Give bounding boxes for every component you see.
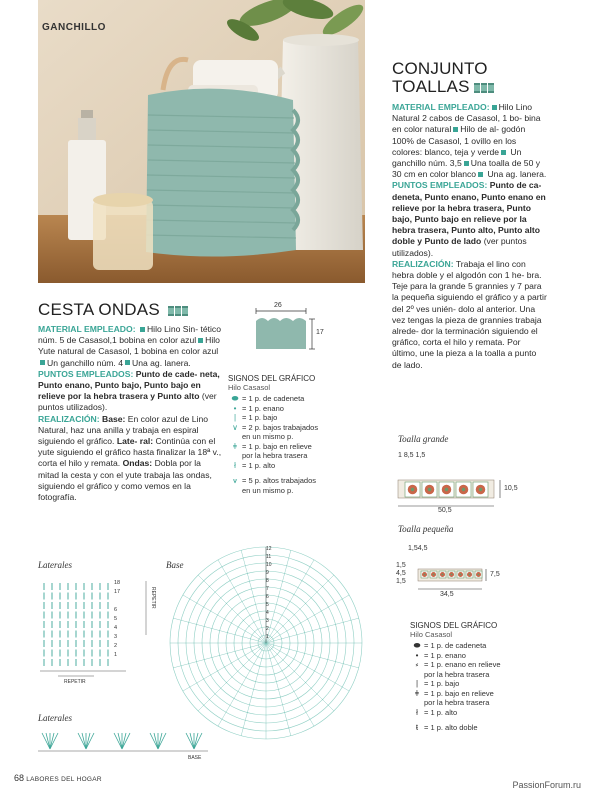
fan-stitch <box>50 733 54 749</box>
signos-cesta <box>228 374 363 495</box>
legend-row: ǂ = 1 p. bajo en relieve por la hebra trasera <box>410 689 550 708</box>
slip-back-loop-icon: ⸗ <box>415 660 419 669</box>
legend-row: • = 1 p. enano <box>228 404 363 414</box>
fan-stitch <box>122 733 126 749</box>
base-spoke <box>183 595 266 643</box>
legend-row: ⩛ = 5 p. altos trabajados en un mismo p. <box>228 476 363 495</box>
laterales2-label: Laterales <box>38 713 73 723</box>
legend-row: • = 1 p. enano <box>410 651 550 661</box>
cesta-title-block <box>38 301 218 320</box>
fan-stitch <box>122 733 130 749</box>
base-spoke <box>183 643 266 691</box>
fan-stitch <box>190 733 194 749</box>
puntos-label: PUNTOS EMPLEADOS: <box>38 368 134 379</box>
toalla-pequena-dims-top: 1,54,5 <box>408 545 428 552</box>
fan-stitch <box>86 733 90 749</box>
legend-row: ł = 1 p. alto <box>228 461 363 471</box>
treble-crochet-icon: ŧ <box>415 723 419 732</box>
basket-dimensions <box>250 302 330 357</box>
increase-icon: ∨ <box>232 422 238 432</box>
granny-center <box>445 488 448 491</box>
ondas-chart <box>38 727 218 765</box>
slip-stitch-icon: • <box>415 650 419 660</box>
yarn-icon <box>168 306 188 316</box>
slip-stitch-icon: • <box>233 403 237 413</box>
laterales-label: Laterales <box>38 560 73 570</box>
shell-icon: ⩛ <box>232 476 238 485</box>
toalla-grande-dim-side: 10,5 <box>504 485 518 492</box>
conjunto-title-1: CONJUNTO <box>392 59 488 78</box>
legend-row: | = 1 p. bajo <box>228 413 363 423</box>
laterales-chart <box>38 575 160 693</box>
chain-icon: ⬬ <box>231 394 239 403</box>
granny-center <box>462 488 465 491</box>
toalla-pequena-label: Toalla pequeña <box>398 524 454 534</box>
signos-cesta-subtitle: Hilo Casasol <box>228 383 271 392</box>
fan-stitch <box>50 733 58 749</box>
legend-row: ŧ = 1 p. alto doble <box>410 723 550 733</box>
row-numbers: 18 17 6 5 4 3 2 1 <box>114 580 121 658</box>
cesta-title: CESTA ONDAS <box>38 300 160 319</box>
granny-center <box>411 488 414 491</box>
fan-stitch <box>150 733 158 749</box>
granny-center <box>479 488 482 491</box>
legend-row: ⸗ = 1 p. enano en relieve por la hebra trasera <box>410 660 550 679</box>
signos-toallas <box>410 621 550 733</box>
double-crochet-icon: ł <box>416 707 418 717</box>
legend-row: | = 1 p. bajo <box>410 679 550 689</box>
fan-stitch <box>186 733 194 749</box>
toalla-pequena-dim-side: 7,5 <box>490 571 500 578</box>
fan-stitch <box>158 733 166 749</box>
toalla-grande-diagram <box>396 452 526 514</box>
fan-stitch <box>194 733 202 749</box>
granny-center <box>451 574 453 576</box>
granny-center <box>460 574 462 576</box>
fan-stitch <box>46 733 50 749</box>
toalla-pequena-dim-bottom: 34,5 <box>440 591 454 598</box>
fan-stitch <box>42 733 50 749</box>
base-spoke <box>266 643 334 711</box>
realizacion-label: REALIZACIÓN: <box>38 413 100 424</box>
basket-photo <box>38 0 365 283</box>
base-spoke <box>218 643 266 726</box>
granny-center <box>478 574 480 576</box>
basket-height: 17 <box>316 329 324 336</box>
fan-stitch <box>194 733 198 749</box>
conjunto-title-block <box>392 60 562 97</box>
cesta-text: MATERIAL EMPLEADO: Hilo Lino Sin- tético núm. 5 de Casasol,1 bobina en color azul Hilo Yute natural de Casasol, 1 bobina en color azulUn ganchillo núm. 4 Una ag. lanera. PUNTOS EMPLEADOS: Punto de cade- neta, Punto enano, Punto bajo, Punto bajo en relieve por la hebra trasera y Punto alto (ver puntos utilizados). REALIZACIÓN: Base: En color azul de Lino Natural, haz una anilla y trabaja en espiral siguiendo el gráfico. Late- ral: Continúa con el yute siguiendo el gráfico hasta finalizar la 18ª v., corta el hilo y remata. Ondas: Dobla por la mitad la cesta y con el yute trabaja las ondas, siguiendo el gráfico y como vemos en la fotografía. <box>38 324 222 503</box>
signos-cesta-title: SIGNOS DEL GRÁFICO <box>228 374 316 383</box>
repetir-side-label: REPETIR <box>150 587 156 609</box>
toalla-grande-dim-bottom: 50,5 <box>438 507 452 514</box>
granny-center <box>442 574 444 576</box>
granny-center <box>433 574 435 576</box>
back-loop-icon: ǂ <box>232 441 238 451</box>
single-crochet-icon: | <box>233 413 237 422</box>
magazine-name: LABORES DEL HOGAR <box>26 776 102 783</box>
page-footer <box>14 773 102 783</box>
page-number: 68 <box>14 773 25 783</box>
fan-stitch <box>154 733 158 749</box>
base-spoke <box>198 575 266 643</box>
conjunto-title-2: TOALLAS <box>392 77 470 96</box>
conjunto-text: MATERIAL EMPLEADO: Hilo Lino Natural 2 cabos de Casasol, 1 bo- bina en color natural Hilo de al- godón 100% de Casasol, 1 ovillo en los colores: blanco, teja y verde Un ganchillo núm. 3,5 Una toalla de 50 y 30 cm en color blanco Una ag. lanera. PUNTOS EMPLEADOS: Punto de ca- deneta, Punto enano, Punto enano en relieve por la hebra trasera, Punto bajo, Punto bajo en relieve por la hebra trasera, Punto alto, Punto alto doble y Punto de lado (ver puntos utilizados). REALIZACIÓN: Trabaja el lino con hebra doble y el algodón con 1 he- bra. Teje para la grande 5 grannies y 7 para la pequeña siguiendo el gráfico y a partir del 2º ves unién- dolo al anterior. Una vez tengas la pieza de grannies trabaja alrede- dor la terminación siguiendo el gráfico, corta el hilo y remata. Por último, une la pieza a la toalla a punto de lado. <box>392 102 547 370</box>
material-label: MATERIAL EMPLEADO: <box>38 324 136 334</box>
base-small-label: BASE <box>188 755 202 761</box>
site-watermark: PassionForum.ru <box>512 780 581 790</box>
toalla-pequena-diagram: 1,54,5 1,5 4,5 1,5 7,5 34,5 <box>396 545 500 598</box>
fan-stitch <box>86 733 94 749</box>
single-crochet-icon: | <box>415 679 419 688</box>
legend-row: ⬬ = 1 p. de cadeneta <box>228 394 363 404</box>
granny-center <box>469 574 471 576</box>
base-spoke <box>198 643 266 711</box>
signos-toallas-title: SIGNOS DEL GRÁFICO <box>410 621 498 630</box>
base-spoke <box>266 643 349 691</box>
base-chart <box>166 543 366 743</box>
granny-center <box>428 488 431 491</box>
basket-width: 26 <box>274 302 282 309</box>
toalla-grande-dims-top: 1 8,5 1,5 <box>398 452 426 459</box>
section-tag: GANCHILLO <box>42 22 106 33</box>
double-crochet-icon: ł <box>234 460 236 470</box>
legend-row: ł = 1 p. alto <box>410 708 550 718</box>
chain-icon: ⬬ <box>413 641 421 650</box>
fan-stitch <box>114 733 122 749</box>
round-numbers: 12 11 10 9 8 7 6 5 4 3 2 1 <box>266 546 272 640</box>
base-spoke <box>266 643 314 726</box>
fan-stitch <box>158 733 162 749</box>
legend-row: ǂ = 1 p. bajo en relieve por la hebra trasera <box>228 442 363 461</box>
fan-stitch <box>78 733 86 749</box>
fan-stitch <box>118 733 122 749</box>
signos-toallas-subtitle: Hilo Casasol <box>410 630 453 639</box>
fan-stitch <box>82 733 86 749</box>
toalla-grande-label: Toalla grande <box>398 434 449 444</box>
legend-row: ∨ = 2 p. bajos trabajados en un mismo p. <box>228 423 363 442</box>
back-loop-icon: ǂ <box>414 688 420 698</box>
base-spoke <box>218 560 266 643</box>
base-label: Base <box>166 560 184 570</box>
granny-center <box>424 574 426 576</box>
repetir-label: REPETIR <box>64 679 86 685</box>
legend-row: ⬬ = 1 p. de cadeneta <box>410 641 550 651</box>
yarn-icon <box>474 83 494 93</box>
